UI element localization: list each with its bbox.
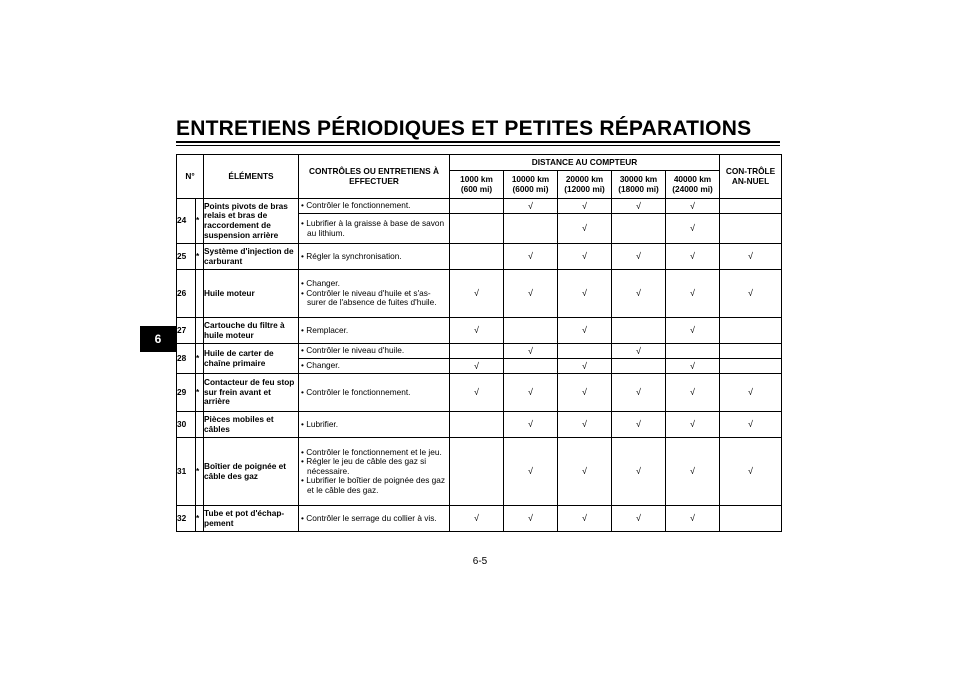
title-rule-thin <box>176 145 780 146</box>
check-mark: √ <box>612 199 666 214</box>
header-interval: 1000 km (600 mi) <box>450 171 504 199</box>
check-mark: √ <box>558 506 612 532</box>
check-mark: √ <box>666 506 720 532</box>
header-interval: 40000 km (24000 mi) <box>666 171 720 199</box>
check-mark: √ <box>450 359 504 374</box>
table-row <box>177 374 782 412</box>
check-mark: √ <box>666 359 720 374</box>
check-mark: √ <box>504 199 558 214</box>
control-item: • Lubrifier le boîtier de poignée des gaz et le câble des gaz. <box>299 476 449 495</box>
row-element: Boîtier de poignée et câble des gaz <box>204 438 299 506</box>
check-mark: √ <box>558 374 612 412</box>
row-element: Système d'injection de carburant <box>204 244 299 270</box>
check-mark: √ <box>720 244 782 270</box>
table-row <box>177 270 782 318</box>
header-no: N° <box>177 155 204 199</box>
row-element: Points pivots de bras relais et bras de raccordement de suspension arrière <box>204 199 299 244</box>
row-number: 31 <box>177 438 196 506</box>
control-item: • Régler la synchronisation. <box>299 252 449 262</box>
control-item: • Changer. <box>299 279 449 289</box>
star-mark: * <box>196 438 204 506</box>
table-row <box>177 318 782 344</box>
control-item: • Contrôler le niveau d'huile et s'as-surer de l'absence de fuites d'huile. <box>299 289 449 308</box>
row-element: Huile moteur <box>204 270 299 318</box>
check-mark: √ <box>504 344 558 359</box>
row-number: 32 <box>177 506 196 532</box>
page-title: ENTRETIENS PÉRIODIQUES ET PETITES RÉPARATIONS <box>176 117 752 140</box>
header-interval: 10000 km (6000 mi) <box>504 171 558 199</box>
check-mark: √ <box>558 438 612 506</box>
row-number: 26 <box>177 270 196 318</box>
header-interval: 30000 km (18000 mi) <box>612 171 666 199</box>
check-mark: √ <box>612 438 666 506</box>
check-mark: √ <box>612 244 666 270</box>
check-mark: √ <box>612 374 666 412</box>
header-annual: CON-TRÔLE AN-NUEL <box>720 155 782 199</box>
row-number: 29 <box>177 374 196 412</box>
check-mark: √ <box>450 506 504 532</box>
control-item: • Contrôler le fonctionnement. <box>299 388 449 398</box>
row-element: Contacteur de feu stop sur frein avant et arrière <box>204 374 299 412</box>
check-mark: √ <box>666 244 720 270</box>
check-mark: √ <box>612 412 666 438</box>
check-mark: √ <box>666 199 720 214</box>
check-mark: √ <box>666 412 720 438</box>
header-elements: ÉLÉMENTS <box>204 155 299 199</box>
title-rule <box>176 141 780 143</box>
table-row <box>177 199 782 214</box>
check-mark: √ <box>450 374 504 412</box>
control-item: • Régler le jeu de câble des gaz si nécessaire. <box>299 457 449 476</box>
check-mark: √ <box>612 344 666 359</box>
check-mark: √ <box>558 214 612 244</box>
check-mark: √ <box>558 412 612 438</box>
control-item: • Lubrifier. <box>299 420 449 430</box>
check-mark: √ <box>666 438 720 506</box>
check-mark: √ <box>450 270 504 318</box>
row-number: 30 <box>177 412 196 438</box>
check-mark: √ <box>504 374 558 412</box>
row-number: 25 <box>177 244 196 270</box>
star-mark: * <box>196 244 204 270</box>
page-number: 6-5 <box>472 556 488 567</box>
star-mark: * <box>196 374 204 412</box>
check-mark: √ <box>666 214 720 244</box>
maintenance-table <box>176 154 782 532</box>
check-mark: √ <box>558 199 612 214</box>
check-mark: √ <box>612 506 666 532</box>
check-mark: √ <box>558 359 612 374</box>
star-mark: * <box>196 199 204 244</box>
table-row <box>177 506 782 532</box>
row-number: 27 <box>177 318 196 344</box>
check-mark: √ <box>666 270 720 318</box>
check-mark: √ <box>720 270 782 318</box>
row-element: Pièces mobiles et câbles <box>204 412 299 438</box>
table-row <box>177 244 782 270</box>
header-interval: 20000 km (12000 mi) <box>558 171 612 199</box>
control-item: • Contrôler le fonctionnement et le jeu. <box>299 448 449 458</box>
check-mark: √ <box>666 374 720 412</box>
row-element: Huile de carter de chaîne primaire <box>204 344 299 374</box>
control-item: • Contrôler le niveau d'huile. <box>299 346 449 356</box>
row-element: Tube et pot d'échap-pement <box>204 506 299 532</box>
row-number: 28 <box>177 344 196 374</box>
check-mark: √ <box>558 244 612 270</box>
header-controls: CONTRÔLES OU ENTRETIENS À EFFECTUER <box>299 155 450 199</box>
check-mark: √ <box>612 270 666 318</box>
check-mark: √ <box>504 412 558 438</box>
star-mark: * <box>196 344 204 374</box>
control-item: • Changer. <box>299 361 449 371</box>
section-tab[interactable]: 6 <box>140 326 176 352</box>
row-element: Cartouche du filtre à huile moteur <box>204 318 299 344</box>
table-row <box>177 344 782 359</box>
control-item: • Contrôler le fonctionnement. <box>299 201 449 211</box>
check-mark: √ <box>720 438 782 506</box>
table-row <box>177 412 782 438</box>
check-mark: √ <box>504 270 558 318</box>
check-mark: √ <box>450 318 504 344</box>
check-mark: √ <box>720 374 782 412</box>
check-mark: √ <box>504 438 558 506</box>
header-distance: DISTANCE AU COMPTEUR <box>450 155 720 171</box>
check-mark: √ <box>666 318 720 344</box>
row-number: 24 <box>177 199 196 244</box>
control-item: • Lubrifier à la graisse à base de savon au lithium. <box>299 219 449 238</box>
check-mark: √ <box>504 244 558 270</box>
check-mark: √ <box>558 270 612 318</box>
check-mark: √ <box>720 412 782 438</box>
control-item: • Remplacer. <box>299 326 449 336</box>
control-item: • Contrôler le serrage du collier à vis. <box>299 514 449 524</box>
star-mark: * <box>196 506 204 532</box>
check-mark: √ <box>504 506 558 532</box>
check-mark: √ <box>558 318 612 344</box>
table-row <box>177 438 782 506</box>
